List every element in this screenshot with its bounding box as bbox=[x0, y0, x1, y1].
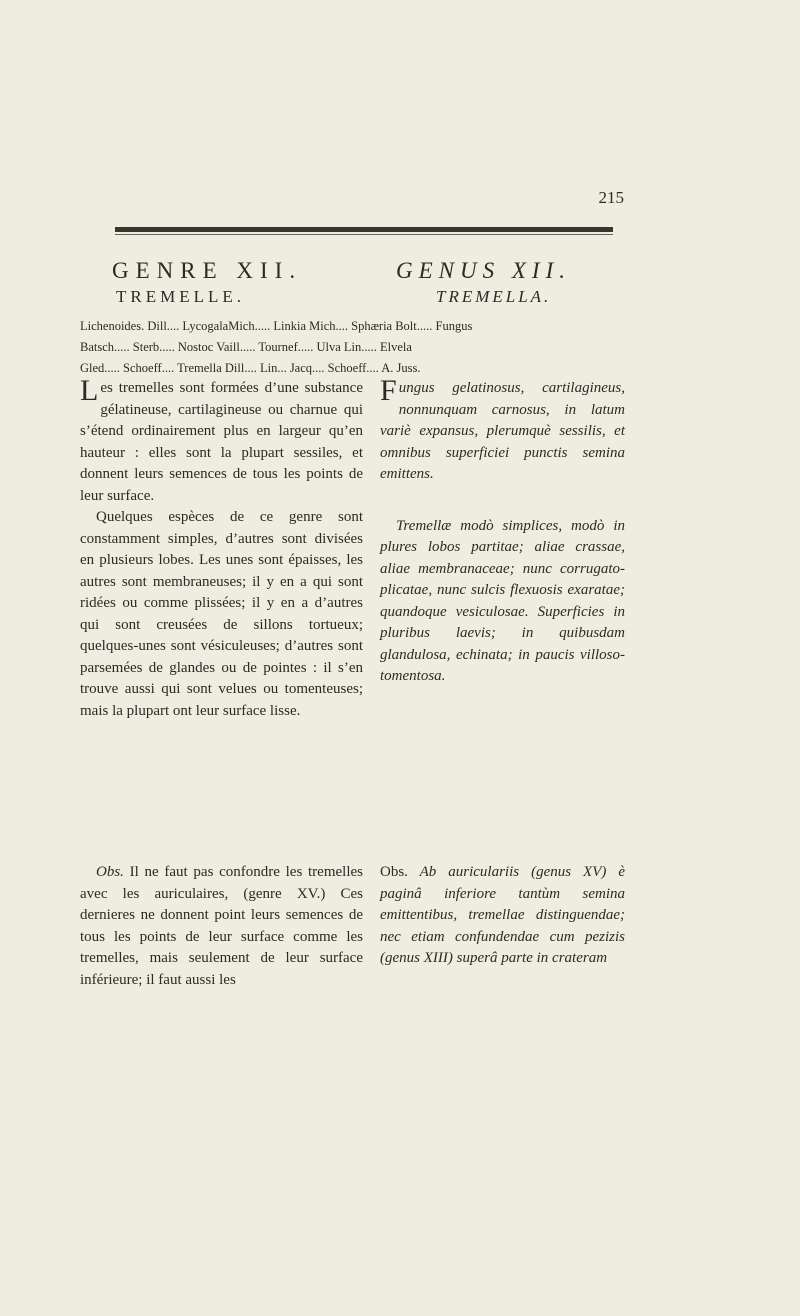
synonymy-line: Lichenoides. Dill.... LycogalaMich..... Linkia Mich.... Sphæria Bolt..... Fungus bbox=[80, 319, 473, 333]
obs-label: Obs. bbox=[96, 864, 124, 880]
genre-title-french: GENRE XII. bbox=[112, 258, 303, 283]
french-obs-paragraph bbox=[80, 862, 363, 991]
drop-cap: L bbox=[80, 374, 99, 407]
obs-label: Obs. bbox=[380, 864, 408, 880]
latin-paragraph-1-text: ungus gelatinosus, cartilagineus, nonnunquam carnosus, in latum variè expansus, plerumquè sessilis, et omnibus superficiei punctis semina emittens. bbox=[380, 380, 625, 482]
latin-observation bbox=[380, 862, 625, 970]
french-observation bbox=[80, 862, 363, 991]
french-paragraph-1 bbox=[80, 374, 363, 507]
drop-cap: F bbox=[380, 374, 397, 407]
genus-name-latin: TREMELLA. bbox=[436, 287, 552, 306]
page-number: 215 bbox=[598, 188, 624, 207]
latin-paragraph-2: Tremellæ modò simplices, modò in plures lobos partitae; aliae crassae, aliae membranaceae; nunc corrugato-plicatae, nunc sulcis flexuosis exaratae; quandoque vesiculosae. Superficies in pluribus laevis; in quibusdam glandulosa, echinata; in paucis villoso-tomentosa. bbox=[380, 517, 625, 684]
french-description bbox=[80, 374, 363, 722]
french-paragraph-2: Quelques espèces de ce genre sont constamment simples, d’autres sont divisées en plusieurs lobes. Les unes sont épaisses, les autres sont membraneuses; il y en a qui sont ridées ou comme plissées; il y en a d’autres qui sont creusées de sillons tortueux; quelques-unes sont vésiculeuses; d’autres sont parsemées de glandes ou de pointes : il s’en trouve aussi qui sont velues ou tomenteuses; mais la plupart ont leur surface lisse. bbox=[80, 509, 363, 719]
header-rule bbox=[115, 227, 613, 232]
french-paragraph-1-text: es tremelles sont formées d’une substance gélatineuse, cartilagineuse ou charnue qui s’étend ordinairement plus en largeur qu’en hauteur : elles sont la plupart sessiles, et donnent leurs semences de tous les points de leur surface. bbox=[80, 380, 363, 504]
synonymy-line: Batsch..... Sterb..... Nostoc Vaill..... Tournef..... Ulva Lin..... Elvela bbox=[80, 340, 412, 354]
synonymy-block bbox=[80, 316, 625, 379]
latin-obs-text: Ab auriculariis (genus XV) è paginâ inferiore tantùm semina emittentibus, tremellae distinguendae; nec etiam confundendae cum pezizis (genus XIII) superâ parte in crateram bbox=[380, 864, 625, 966]
genus-name-french: TREMELLE. bbox=[116, 287, 246, 306]
latin-obs-paragraph bbox=[380, 862, 625, 970]
french-obs-text: Il ne faut pas confondre les tremelles avec les auriculaires, (genre XV.) Ces dernieres ne donnent point leurs semences de tous les points de leur surface comme les tremelles, mais seulement de leur surface inférieure; il faut aussi les bbox=[80, 864, 363, 988]
genre-title-latin: GENUS XII. bbox=[396, 258, 571, 283]
synonymy-line: Gled..... Schoeff.... Tremella Dill.... Lin... Jacq.... Schoeff.... A. Juss. bbox=[80, 361, 421, 375]
latin-paragraph-1 bbox=[380, 374, 625, 486]
latin-description bbox=[380, 374, 625, 688]
header-rule-thin bbox=[115, 234, 613, 235]
